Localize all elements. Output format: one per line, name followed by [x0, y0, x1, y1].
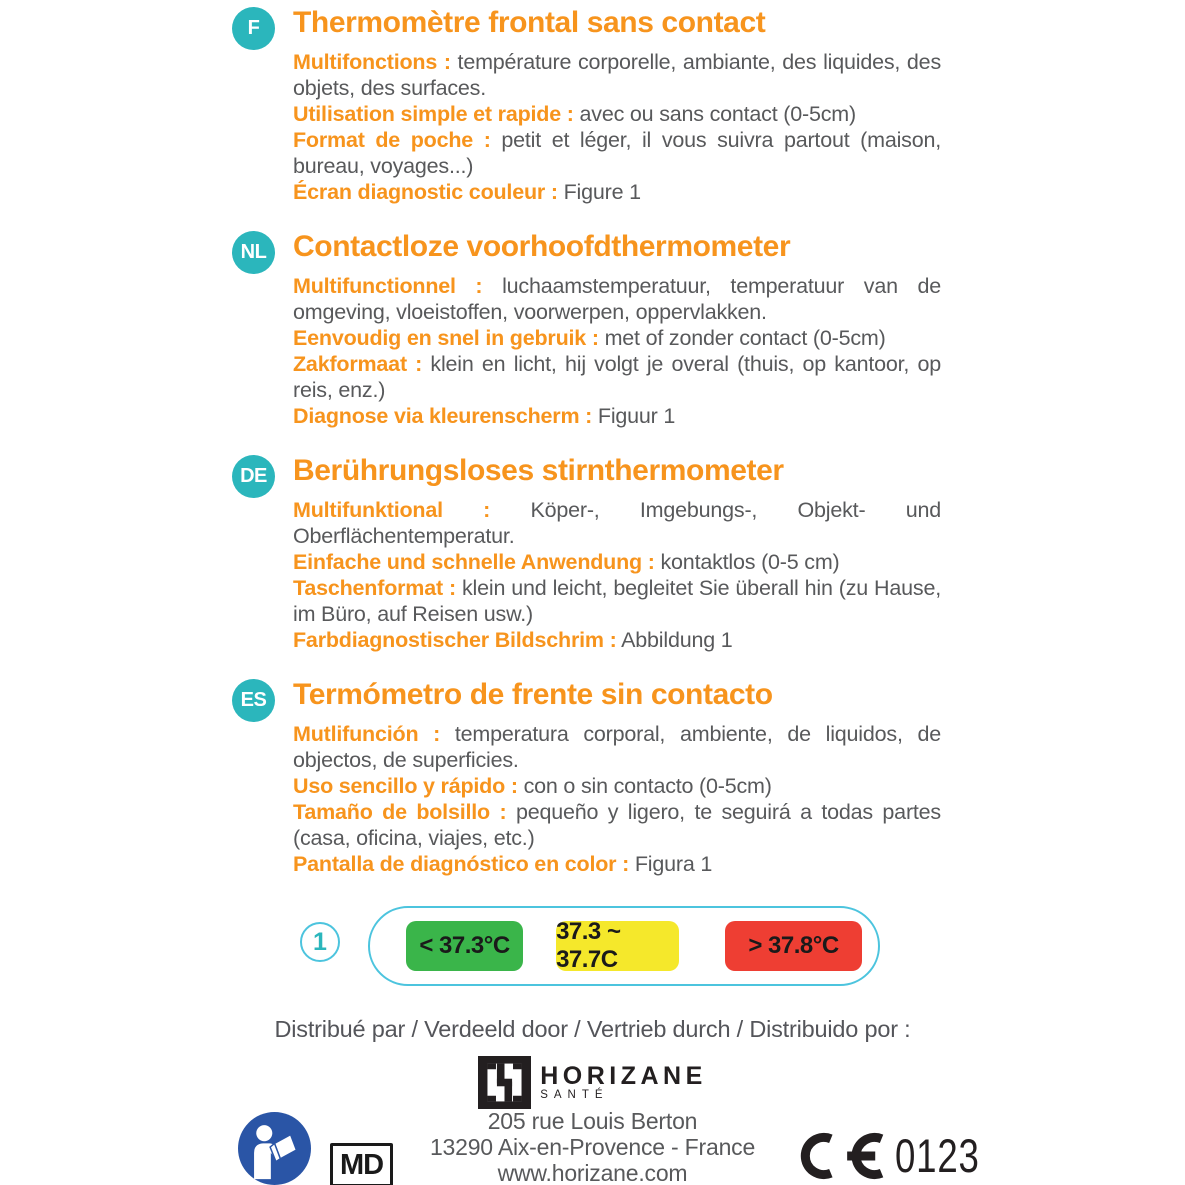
read-instructions-icon — [238, 1112, 311, 1185]
paragraph-text: temperatura corporal, ambiente, de liquidos, de objectos, de superficies. — [293, 722, 941, 772]
section-title-dutch: Contactloze voorhoofdthermometer — [293, 230, 791, 263]
paragraph-label: Uso sencillo y rápido : — [293, 774, 518, 798]
distributor-line: Distribué par / Verdeeld door / Vertrieb durch / Distribuido por : — [274, 1016, 911, 1042]
ce-marking — [791, 1128, 1004, 1183]
paragraph-text: met of zonder contact (0-5cm) — [604, 326, 886, 350]
temperature-range-panel — [368, 906, 880, 986]
paragraph-text: pequeño y ligero, te seguirá a todas partes (casa, oficina, viajes, etc.) — [293, 800, 941, 850]
lang-badge-nl: NL — [232, 231, 275, 274]
section-title-german: Berührungsloses stirnthermometer — [293, 454, 784, 487]
paragraph-text: Figura 1 — [634, 852, 713, 876]
figure-number-badge: 1 — [300, 922, 340, 962]
figure-1-temperature-legend — [232, 904, 946, 990]
address-line-1: 205 rue Louis Berton — [487, 1108, 698, 1134]
paragraph-text: klein und leicht, begleitet Sie überall hin (zu Hause, im Büro, auf Reisen usw.) — [293, 576, 941, 626]
brand-logo-block — [0, 1056, 1185, 1109]
paragraph-text: Figuur 1 — [597, 404, 676, 428]
lang-badge-de: DE — [232, 455, 275, 498]
language-sections — [232, 6, 946, 902]
paragraph-label: Diagnose via kleurenscherm : — [293, 404, 593, 428]
paragraph-label: Taschenformat : — [293, 576, 456, 600]
paragraph-text: luchaamstemperatuur, temperatuur van de omgeving, vloeistoffen, voorwerpen, oppervlakken. — [293, 274, 942, 324]
section-title-spanish: Termómetro de frente sin contacto — [293, 678, 773, 711]
paragraph-text: petit et léger, il vous suivra partout (maison, bureau, voyages...) — [293, 128, 942, 178]
paragraph — [293, 549, 941, 575]
paragraph-label: Format de poche : — [293, 128, 491, 152]
paragraph-label: Mutlifunción : — [293, 722, 441, 746]
paragraph — [293, 179, 941, 205]
paragraph-label: Pantalla de diagnóstico en color : — [293, 852, 630, 876]
temperature-range-yellow: 37.3 ~ 37.7C — [556, 921, 679, 971]
paragraph-text: kontaktlos (0-5 cm) — [660, 550, 840, 574]
paragraph — [293, 273, 941, 325]
temperature-range-green: < 37.3°C — [406, 921, 523, 971]
lang-badge-f: F — [232, 7, 275, 50]
paragraph-text: Figure 1 — [563, 180, 641, 204]
paragraph — [293, 575, 941, 627]
paragraph-label: Utilisation simple et rapide : — [293, 102, 574, 126]
paragraph-label: Zakformaat : — [293, 352, 423, 376]
paragraph-label: Multifunctionnel : — [293, 274, 483, 298]
section-german — [232, 454, 946, 653]
paragraph — [293, 799, 941, 851]
paragraph-text: klein en licht, hij volgt je overal (thuis, op kantoor, op reis, enz.) — [293, 352, 941, 402]
paragraph — [293, 627, 941, 653]
brand-name: HORIZANE — [540, 1062, 707, 1090]
ce-notified-body-number: 0123 — [895, 1129, 980, 1182]
temperature-range-red: > 37.8°C — [725, 921, 862, 971]
paragraph — [293, 773, 941, 799]
section-title-french: Thermomètre frontal sans contact — [293, 6, 766, 39]
paragraph-text: Köper-, Imgebungs-, Objekt- und Oberflächentemperatur. — [293, 498, 941, 548]
paragraph-text: Abbildung 1 — [621, 628, 733, 652]
paragraph — [293, 721, 941, 773]
paragraph-label: Farbdiagnostischer Bildschrim : — [293, 628, 617, 652]
paragraph-label: Multifunktional : — [293, 498, 491, 522]
paragraph-label: Einfache und schnelle Anwendung : — [293, 550, 655, 574]
paragraph — [293, 351, 941, 403]
paragraph-text: avec ou sans contact (0-5cm) — [579, 102, 856, 126]
paragraph-label: Écran diagnostic couleur : — [293, 180, 558, 204]
paragraph — [293, 101, 941, 127]
paragraph — [293, 497, 941, 549]
paragraph-label: Tamaño de bolsillo : — [293, 800, 507, 824]
lang-badge-es: ES — [232, 679, 275, 722]
paragraph-text: con o sin contacto (0-5cm) — [523, 774, 772, 798]
paragraph — [293, 851, 941, 877]
paragraph-text: température corporelle, ambiante, des liquides, des objets, des surfaces. — [293, 50, 941, 100]
distributor-address — [0, 1108, 1185, 1185]
paragraph — [293, 403, 941, 429]
horizane-logo-icon — [478, 1056, 531, 1109]
ce-mark-icon — [791, 1130, 887, 1182]
paragraph — [293, 49, 941, 101]
md-medical-device-mark: MD — [330, 1143, 393, 1185]
section-dutch — [232, 230, 946, 429]
paragraph-label: Eenvoudig en snel in gebruik : — [293, 326, 599, 350]
paragraph-label: Multifonctions : — [293, 50, 451, 74]
paragraph — [293, 325, 941, 351]
address-line-2: 13290 Aix-en-Provence - France — [429, 1134, 756, 1160]
paragraph — [293, 127, 941, 179]
brand-subname: SANTÉ — [540, 1089, 609, 1101]
section-spanish — [232, 678, 946, 877]
section-french — [232, 6, 946, 205]
website-url: www.horizane.com — [497, 1160, 688, 1185]
